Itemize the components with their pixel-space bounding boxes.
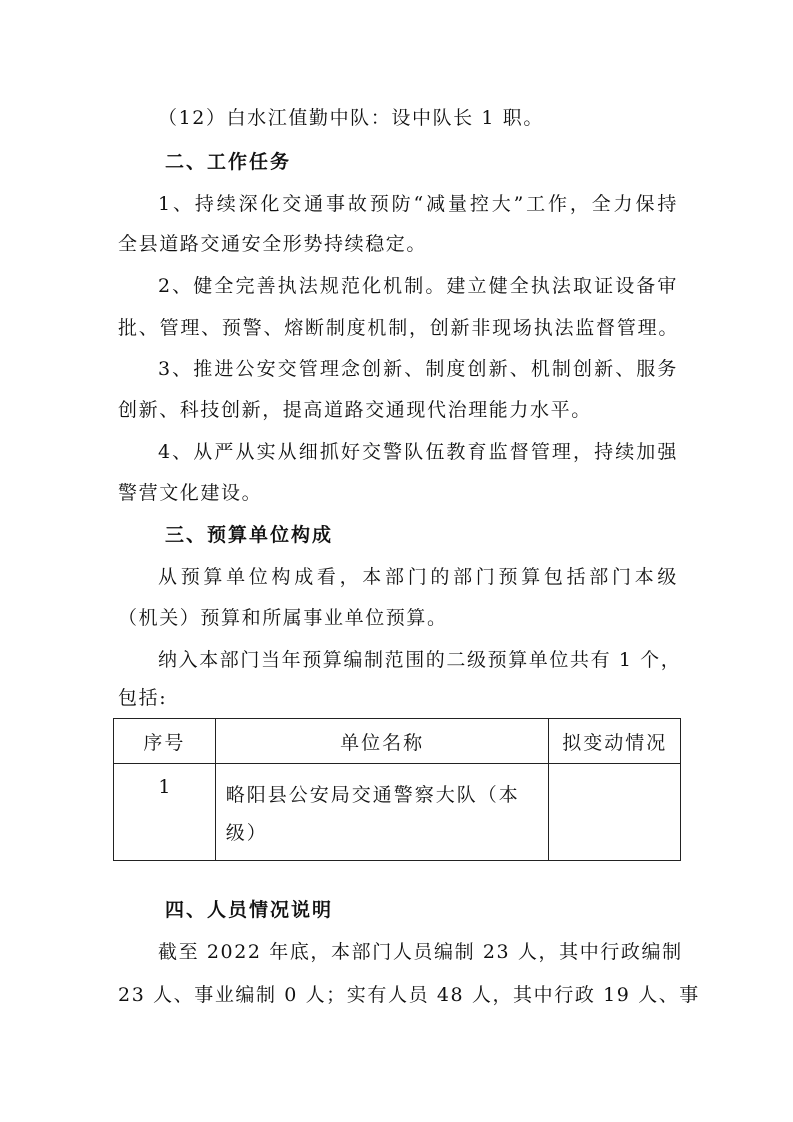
staff-para-line-2: 23 人、事业编制 0 人；实有人员 48 人，其中行政 19 人、事 — [118, 984, 700, 1006]
budget-para-1-line-2: （机关）预算和所属事业单位预算。 — [118, 607, 448, 629]
task-4-line-1: 4、从严从实从细抓好交警队伍教育监督管理，持续加强 — [158, 441, 678, 463]
header-change: 拟变动情况 — [549, 719, 681, 764]
budget-units-table — [113, 718, 681, 861]
budget-para-1-line-1: 从预算单位构成看，本部门的部门预算包括部门本级 — [158, 566, 678, 588]
task-1-line-1: 1、持续深化交通事故预防“减量控大”工作，全力保持 — [158, 193, 678, 215]
table-header-row — [114, 719, 681, 764]
paragraph-unit-12: （12）白水江值勤中队：设中队长 1 职。 — [158, 107, 544, 129]
header-unit-name: 单位名称 — [215, 719, 549, 764]
cell-seq: 1 — [114, 764, 216, 861]
section-heading-work-tasks: 二、工作任务 — [165, 151, 292, 173]
task-2-line-2: 批、管理、预警、熔断制度机制，创新非现场执法监督管理。 — [118, 317, 678, 339]
section-heading-budget-units: 三、预算单位构成 — [165, 524, 334, 546]
cell-change — [549, 764, 681, 861]
task-4-line-2: 警营文化建设。 — [118, 482, 263, 504]
header-seq: 序号 — [114, 719, 216, 764]
task-2-line-1: 2、健全完善执法规范化机制。建立健全执法取证设备审 — [158, 275, 678, 297]
task-3-line-1: 3、推进公安交管理念创新、制度创新、机制创新、服务 — [158, 358, 678, 380]
task-3-line-2: 创新、科技创新，提高道路交通现代治理能力水平。 — [118, 399, 592, 421]
budget-para-2-line-1: 纳入本部门当年预算编制范围的二级预算单位共有 1 个， — [158, 649, 682, 671]
section-heading-staff: 四、人员情况说明 — [165, 899, 334, 921]
table-row — [114, 764, 681, 861]
budget-para-2-line-2: 包括: — [118, 687, 168, 709]
staff-para-line-1: 截至 2022 年底，本部门人员编制 23 人，其中行政编制 — [158, 941, 683, 963]
task-1-line-2: 全县道路交通安全形势持续稳定。 — [118, 233, 428, 255]
cell-unit-name: 略阳县公安局交通警察大队（本级） — [215, 764, 549, 861]
